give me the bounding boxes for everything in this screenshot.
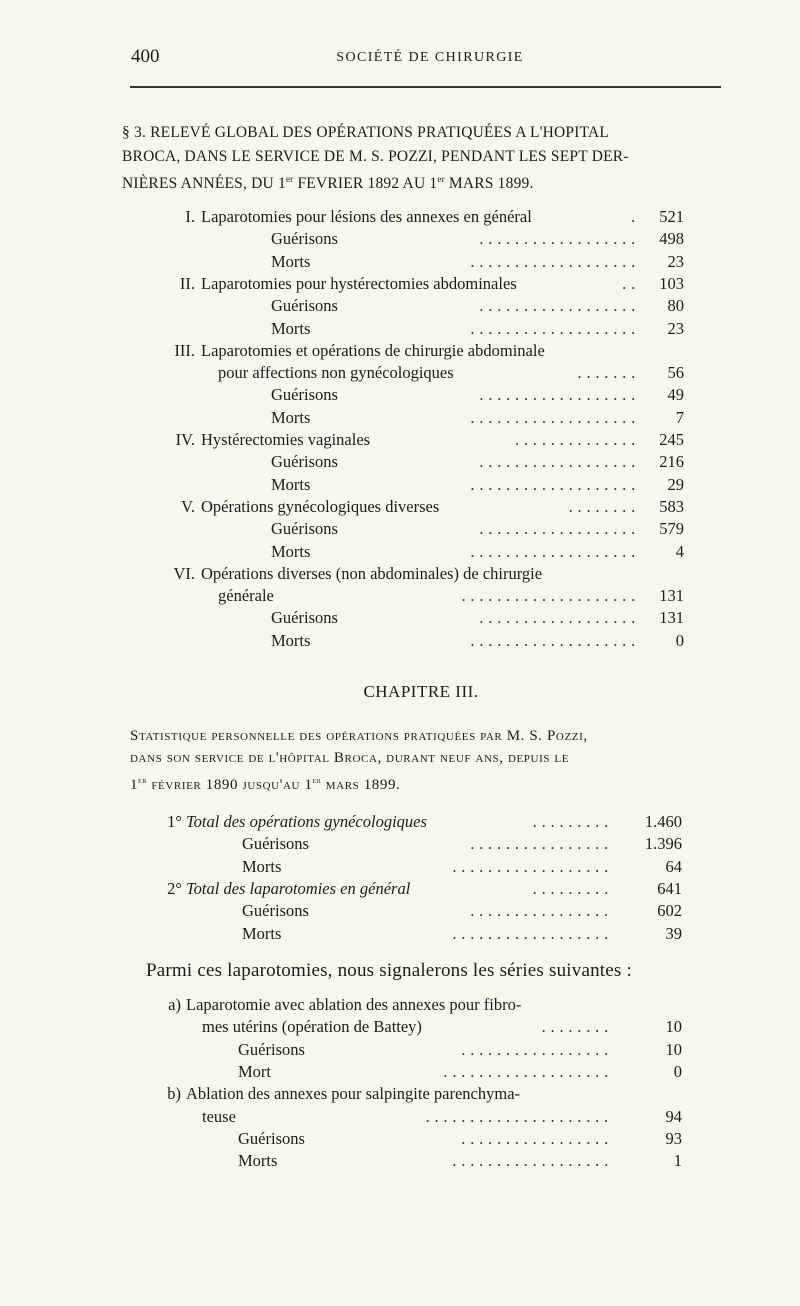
row-label: Total des opérations gynécologiques bbox=[186, 812, 427, 831]
row-value: 7 bbox=[675, 407, 684, 427]
row-label: Morts bbox=[271, 474, 311, 494]
row-label: Morts bbox=[242, 923, 282, 943]
section-heading-line: BROCA, DANS LE SERVICE DE M. S. POZZI, PENDANT LES SEPT DER- bbox=[122, 147, 629, 165]
table-row bbox=[0, 228, 800, 250]
row-value: 583 bbox=[659, 496, 684, 516]
leader-dots: ................... bbox=[470, 630, 640, 650]
row-label: Guérisons bbox=[238, 1128, 305, 1148]
row-label: Hystérectomies vaginales bbox=[201, 430, 371, 449]
row-label: teuse bbox=[202, 1106, 236, 1126]
table-row bbox=[0, 340, 800, 362]
section-heading-line: § 3. RELEVÉ GLOBAL DES OPÉRATIONS PRATIQUÉES A L'HOPITAL bbox=[122, 124, 610, 141]
leader-dots: .................. bbox=[452, 923, 613, 943]
table-row bbox=[0, 878, 800, 900]
table-row bbox=[0, 1106, 800, 1128]
row-value: 29 bbox=[667, 474, 684, 494]
leader-dots: .................. bbox=[479, 229, 640, 249]
row-value: 602 bbox=[657, 901, 682, 921]
leader-dots: ................... bbox=[443, 1061, 613, 1081]
statistics-heading-line: 1er février 1890 jusqu'au 1er mars 1899. bbox=[130, 775, 401, 793]
table-row bbox=[0, 923, 800, 945]
row-value: 23 bbox=[667, 251, 684, 271]
table-row bbox=[0, 833, 800, 855]
row-label: Morts bbox=[271, 251, 311, 271]
page-number: 400 bbox=[131, 46, 160, 67]
row-label: pour affections non gynécologiques bbox=[218, 363, 454, 383]
chapter-title: CHAPITRE III. bbox=[363, 682, 479, 701]
row-value: 521 bbox=[659, 207, 684, 226]
row-label: Ablation des annexes pour salpingite parenchyma- bbox=[186, 1084, 521, 1104]
table-row bbox=[0, 384, 800, 406]
row-number: a) bbox=[168, 995, 181, 1014]
table-row bbox=[0, 1016, 800, 1038]
table-row bbox=[0, 1150, 800, 1172]
leader-dots: .................. bbox=[479, 519, 640, 539]
row-number: VI. bbox=[173, 563, 195, 583]
leader-dots: ......... bbox=[532, 878, 613, 898]
row-value: 4 bbox=[675, 541, 684, 561]
row-label: Morts bbox=[242, 856, 282, 876]
leader-dots: .................. bbox=[479, 385, 640, 405]
leader-dots: .................. bbox=[479, 452, 640, 472]
statistics-heading bbox=[130, 725, 722, 796]
leader-dots: ................ bbox=[470, 901, 613, 921]
row-value: 10 bbox=[665, 1017, 682, 1037]
row-value: 641 bbox=[657, 878, 682, 898]
row-label: Guérisons bbox=[271, 385, 338, 405]
table-row bbox=[0, 1128, 800, 1150]
row-label: Opérations diverses (non abdominales) de chirurgie bbox=[201, 563, 543, 583]
row-value: 216 bbox=[659, 452, 684, 472]
row-number: 2° bbox=[167, 878, 182, 898]
table-row bbox=[0, 1061, 800, 1083]
section-heading bbox=[122, 121, 728, 196]
table-row bbox=[0, 407, 800, 429]
series-intro: Parmi ces laparotomies, nous signalerons les séries suivantes : bbox=[146, 960, 632, 981]
table-row bbox=[0, 630, 800, 652]
table-row bbox=[0, 295, 800, 317]
row-label: Guérisons bbox=[271, 452, 338, 472]
leader-dots: . bbox=[631, 207, 640, 226]
row-label: Laparotomies pour lésions des annexes en général bbox=[201, 207, 532, 226]
leader-dots: .................. bbox=[479, 608, 640, 628]
row-label: Morts bbox=[271, 630, 311, 650]
row-value: 39 bbox=[665, 923, 682, 943]
row-label: mes utérins (opération de Battey) bbox=[202, 1017, 422, 1037]
row-value: 0 bbox=[675, 630, 684, 650]
leader-dots: ......... bbox=[532, 812, 613, 831]
leader-dots: ................... bbox=[470, 474, 640, 494]
leader-dots: ................... bbox=[470, 541, 640, 561]
table-row bbox=[0, 429, 800, 451]
table-row bbox=[0, 362, 800, 384]
leader-dots: ................... bbox=[470, 407, 640, 427]
row-value: 56 bbox=[667, 363, 684, 383]
statistics-heading-line: dans son service de l'hôpital Broca, durant neuf ans, depuis le bbox=[130, 750, 570, 766]
row-value: 579 bbox=[659, 519, 684, 539]
row-label: générale bbox=[218, 586, 274, 606]
row-label: Guérisons bbox=[242, 834, 309, 854]
row-number: IV. bbox=[175, 430, 195, 449]
leader-dots: .. bbox=[622, 273, 640, 293]
row-value: 94 bbox=[665, 1106, 682, 1126]
leader-dots: .............. bbox=[515, 430, 640, 449]
leader-dots: ................... bbox=[470, 318, 640, 338]
table-row bbox=[0, 856, 800, 878]
row-number: III. bbox=[174, 340, 195, 360]
row-value: 10 bbox=[665, 1039, 682, 1059]
row-value: 49 bbox=[667, 385, 684, 405]
row-label: Guérisons bbox=[271, 608, 338, 628]
row-label: Morts bbox=[271, 407, 311, 427]
running-header bbox=[0, 46, 800, 74]
row-value: 0 bbox=[673, 1061, 682, 1081]
table-row bbox=[0, 994, 800, 1016]
table-row bbox=[0, 563, 800, 585]
row-label: Guérisons bbox=[271, 296, 338, 316]
row-value: 1.396 bbox=[644, 834, 682, 854]
row-label: Mort bbox=[238, 1061, 271, 1081]
row-number: I. bbox=[185, 207, 195, 226]
leader-dots: .................. bbox=[479, 296, 640, 316]
row-number: 1° bbox=[167, 812, 182, 831]
row-label: Guérisons bbox=[238, 1039, 305, 1059]
leader-dots: .................. bbox=[452, 856, 613, 876]
leader-dots: ....... bbox=[577, 363, 640, 383]
row-value: 131 bbox=[659, 608, 684, 628]
row-label: Guérisons bbox=[271, 229, 338, 249]
running-title: SOCIÉTÉ DE CHIRURGIE bbox=[336, 50, 524, 65]
row-number: II. bbox=[179, 273, 195, 293]
row-value: 245 bbox=[659, 430, 684, 449]
row-value: 131 bbox=[659, 586, 684, 606]
row-label: Laparotomies et opérations de chirurgie abdominale bbox=[201, 340, 545, 360]
table-row bbox=[0, 273, 800, 295]
table-row bbox=[0, 451, 800, 473]
row-value: 1.460 bbox=[644, 812, 682, 831]
row-value: 23 bbox=[667, 318, 684, 338]
row-number: V. bbox=[181, 496, 195, 516]
table-row bbox=[0, 1039, 800, 1061]
table-row bbox=[0, 206, 800, 228]
leader-dots: .................. bbox=[452, 1151, 613, 1171]
header-rule bbox=[130, 86, 721, 88]
row-value: 64 bbox=[665, 856, 682, 876]
row-number: b) bbox=[167, 1084, 181, 1104]
row-label: Laparotomie avec ablation des annexes pour fibro- bbox=[186, 995, 522, 1014]
row-value: 80 bbox=[667, 296, 684, 316]
section-heading-line: NIÈRES ANNÉES, DU 1er FEVRIER 1892 AU 1er MARS 1899. bbox=[122, 174, 534, 192]
row-label: Morts bbox=[271, 541, 311, 561]
statistics-heading-line: Statistique personnelle des opérations pratiquées par M. S. Pozzi, bbox=[130, 728, 588, 744]
leader-dots: ................... bbox=[470, 251, 640, 271]
row-value: 1 bbox=[673, 1151, 682, 1171]
table-row bbox=[0, 585, 800, 607]
row-value: 93 bbox=[665, 1128, 682, 1148]
table-row bbox=[0, 318, 800, 340]
row-value: 103 bbox=[659, 273, 684, 293]
table-row bbox=[0, 811, 800, 833]
row-label: Opérations gynécologiques diverses bbox=[201, 496, 440, 516]
table-row bbox=[0, 1083, 800, 1105]
row-label: Total des laparotomies en général bbox=[186, 878, 411, 898]
row-label: Morts bbox=[238, 1151, 278, 1171]
leader-dots: .................... bbox=[461, 586, 640, 606]
table-row bbox=[0, 607, 800, 629]
leader-dots: ................ bbox=[470, 834, 613, 854]
row-label: Guérisons bbox=[242, 901, 309, 921]
table-row bbox=[0, 900, 800, 922]
table-row bbox=[0, 496, 800, 518]
leader-dots: ................. bbox=[461, 1039, 613, 1059]
table-row bbox=[0, 251, 800, 273]
row-value: 498 bbox=[659, 229, 684, 249]
row-label: Morts bbox=[271, 318, 311, 338]
leader-dots: ................. bbox=[461, 1128, 613, 1148]
row-label: Laparotomies pour hystérectomies abdominales bbox=[201, 273, 517, 293]
leader-dots: ........ bbox=[541, 1017, 613, 1037]
leader-dots: ........ bbox=[568, 496, 640, 516]
table-row bbox=[0, 474, 800, 496]
row-label: Guérisons bbox=[271, 519, 338, 539]
leader-dots: ..................... bbox=[425, 1106, 613, 1126]
table-row bbox=[0, 518, 800, 540]
table-row bbox=[0, 541, 800, 563]
